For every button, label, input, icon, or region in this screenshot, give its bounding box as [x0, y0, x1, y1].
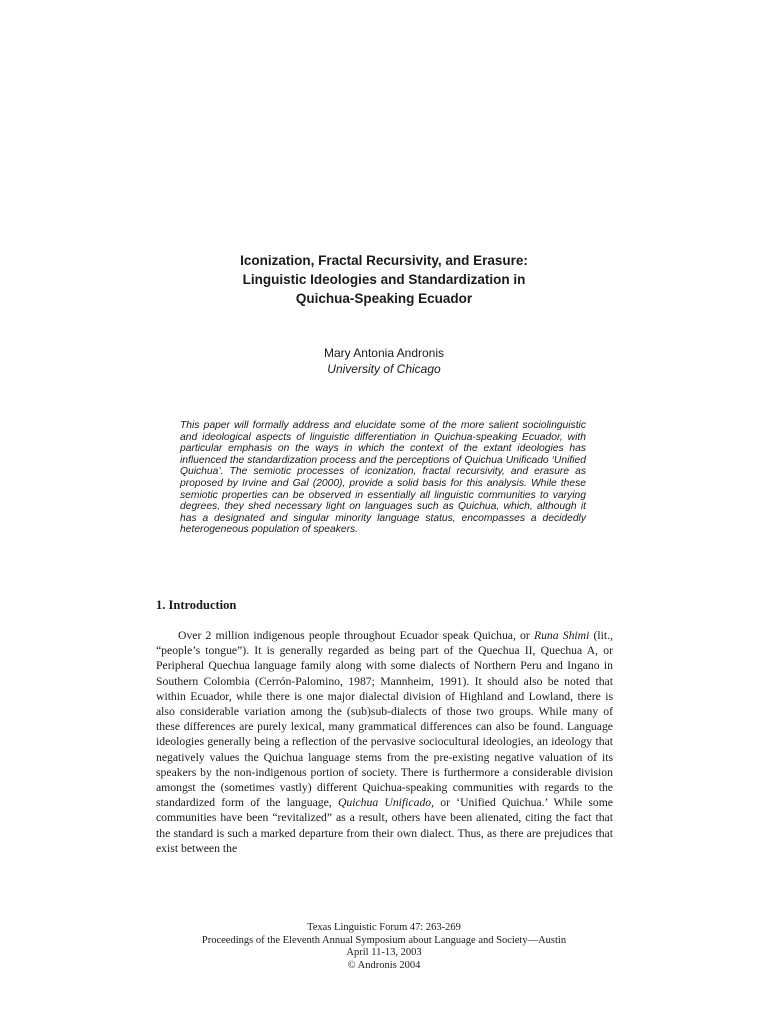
footer-line-4: © Andronis 2004: [347, 959, 421, 971]
body-text-segment: Over 2 million indigenous people throughout Ecuador speak Quichua, or: [178, 629, 534, 642]
author-affiliation: University of Chicago: [327, 362, 441, 376]
author-name: Mary Antonia Andronis: [323, 346, 445, 360]
footer-line-2: Proceedings of the Eleventh Annual Symposium about Language and Society—Austin: [201, 934, 567, 946]
title-line-3: Quichua-Speaking Ecuador: [295, 291, 473, 306]
abstract: [180, 420, 586, 536]
paper-title: [0, 251, 768, 308]
title-line-2: Linguistic Ideologies and Standardization in: [242, 272, 526, 287]
section-heading: 1. Introduction: [156, 598, 237, 612]
footer-line-1: Texas Linguistic Forum 47: 263-269: [307, 922, 461, 933]
italic-term-quichua-unificado: Quichua Unificado,: [337, 796, 435, 810]
footer-line-3: April 11-13, 2003: [346, 947, 422, 959]
page-footer: [0, 922, 768, 972]
body-text-segment: or ‘Unified Quichua.’ While some communities have been “revitalized” as a result, others have been alienated, citing the fact that the standard is such a marked departure from their own dialect. Thus, as there are prejudices that exist between the: [156, 796, 613, 855]
body-text-segment: (lit., “people’s tongue”). It is generally regarded as being part of the Quechua II, Quechua A, or Peripheral Quechua language family along with some dialects of Northern Peru and Ingano in Southern Colombia (Cerrón-Palomino, 1987; Mannheim, 1991). It should also be noted that within Ecuador, while there is one major dialectal division of Highland and Lowland, there is also considerable variation among the (sub)sub-dialects of those two groups. While many of these differences are purely lexical, many grammatical differences can also be found. Language ideologies generally being a reflection of the pervasive sociocultural ideologies, an ideology that negatively values the Quichua language stems from the pre-existing negative valuation of its speakers by the non-indigenous portion of society. There is furthermore a considerable division amongst the (sometimes vastly) different Quichua-speaking communities with regards to the standardized form of the language,: [156, 629, 613, 810]
abstract-text: This paper will formally address and elucidate some of the more salient sociolinguistic and ideological aspects of linguistic differentiation in Quichua-speaking Ecuador, with particular emphasis on the ways in which the context of the extant ideologies has influenced the standardization process and the perceptions of Quichua Unificado ‘Unified Quichua’. The semiotic processes of iconization, fractal recursivity, and erasure as proposed by Irvine and Gal (2000), provide a solid basis for this analysis. While these semiotic properties can be observed in essentially all linguistic communities to varying degrees, they shed necessary light on languages such as Quichua, which, although it has a designated and singular minority language status, encompasses a decidedly heterogeneous population of speakers.: [180, 420, 586, 536]
title-line-1: Iconization, Fractal Recursivity, and Erasure:: [240, 253, 528, 268]
body-paragraph: [156, 628, 613, 856]
italic-term-runa-shimi: Runa Shimi: [533, 629, 590, 642]
body-text: [156, 628, 613, 856]
